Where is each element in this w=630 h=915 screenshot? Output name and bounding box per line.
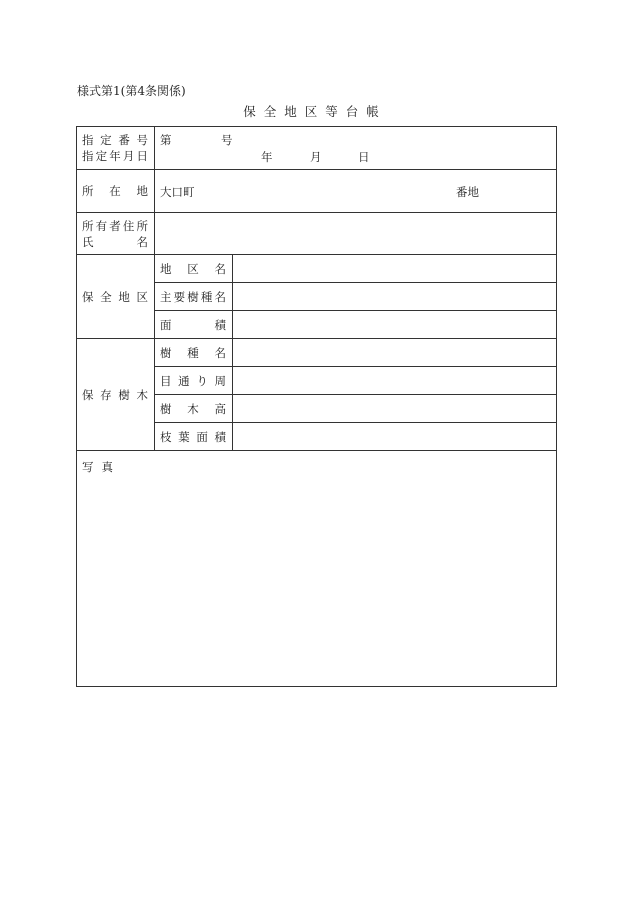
ledger-table bbox=[76, 126, 557, 687]
label-owner-name: 氏 名 bbox=[82, 234, 148, 249]
value-banchi: 番地 bbox=[456, 185, 479, 199]
location-label-cell bbox=[77, 170, 155, 213]
label-owner-address: 所 有 者 住 所 bbox=[82, 218, 148, 233]
label-location: 所 在 地 bbox=[82, 184, 148, 198]
page-title: 保全地区等台帳 bbox=[243, 104, 387, 119]
photo-label: 写真 bbox=[82, 460, 121, 474]
value-year: 年 bbox=[261, 150, 273, 164]
designation-row bbox=[77, 127, 557, 170]
value-day: 日 bbox=[358, 150, 370, 164]
location-row bbox=[77, 170, 557, 213]
main-species-value[interactable] bbox=[233, 283, 557, 311]
sublabel-tree-species: 樹 種 名 bbox=[155, 339, 233, 367]
sublabel-district-name: 地 区 名 bbox=[155, 255, 233, 283]
location-value-cell[interactable] bbox=[155, 170, 557, 213]
foliage-area-value[interactable] bbox=[233, 423, 557, 451]
sublabel-tree-height: 樹 木 高 bbox=[155, 395, 233, 423]
sublabel-main-species: 主 要 樹 種 名 bbox=[155, 283, 233, 311]
tree-row-1 bbox=[77, 339, 557, 367]
value-month: 月 bbox=[310, 150, 322, 164]
value-go: 号 bbox=[221, 133, 233, 147]
photo-cell[interactable] bbox=[77, 451, 557, 687]
tree-height-value[interactable] bbox=[233, 395, 557, 423]
value-dai: 第 bbox=[160, 133, 172, 147]
label-conservation-area: 保 全 地 区 bbox=[82, 289, 148, 304]
sublabel-trunk-girth: 目 通 り 周 bbox=[155, 367, 233, 395]
value-town: 大口町 bbox=[160, 185, 195, 199]
designation-label-cell bbox=[77, 127, 155, 170]
label-designation-date: 指 定 年 月 日 bbox=[82, 149, 148, 163]
photo-row bbox=[77, 451, 557, 687]
preserved-tree-label-cell bbox=[77, 339, 155, 451]
area-value[interactable] bbox=[233, 311, 557, 339]
owner-value-cell[interactable] bbox=[155, 213, 557, 255]
conservation-area-label-cell bbox=[77, 255, 155, 339]
trunk-girth-value[interactable] bbox=[233, 367, 557, 395]
conservation-row-1 bbox=[77, 255, 557, 283]
owner-row bbox=[77, 213, 557, 255]
designation-value-cell[interactable] bbox=[155, 127, 557, 170]
form-reference: 様式第1(第4条関係) bbox=[77, 84, 186, 98]
label-designation-number: 指 定 番 号 bbox=[82, 133, 148, 147]
tree-species-value[interactable] bbox=[233, 339, 557, 367]
sublabel-area: 面 積 bbox=[155, 311, 233, 339]
label-preserved-tree: 保 存 樹 木 bbox=[82, 387, 148, 402]
sublabel-foliage-area: 枝 葉 面 積 bbox=[155, 423, 233, 451]
district-name-value[interactable] bbox=[233, 255, 557, 283]
owner-label-cell bbox=[77, 213, 155, 255]
